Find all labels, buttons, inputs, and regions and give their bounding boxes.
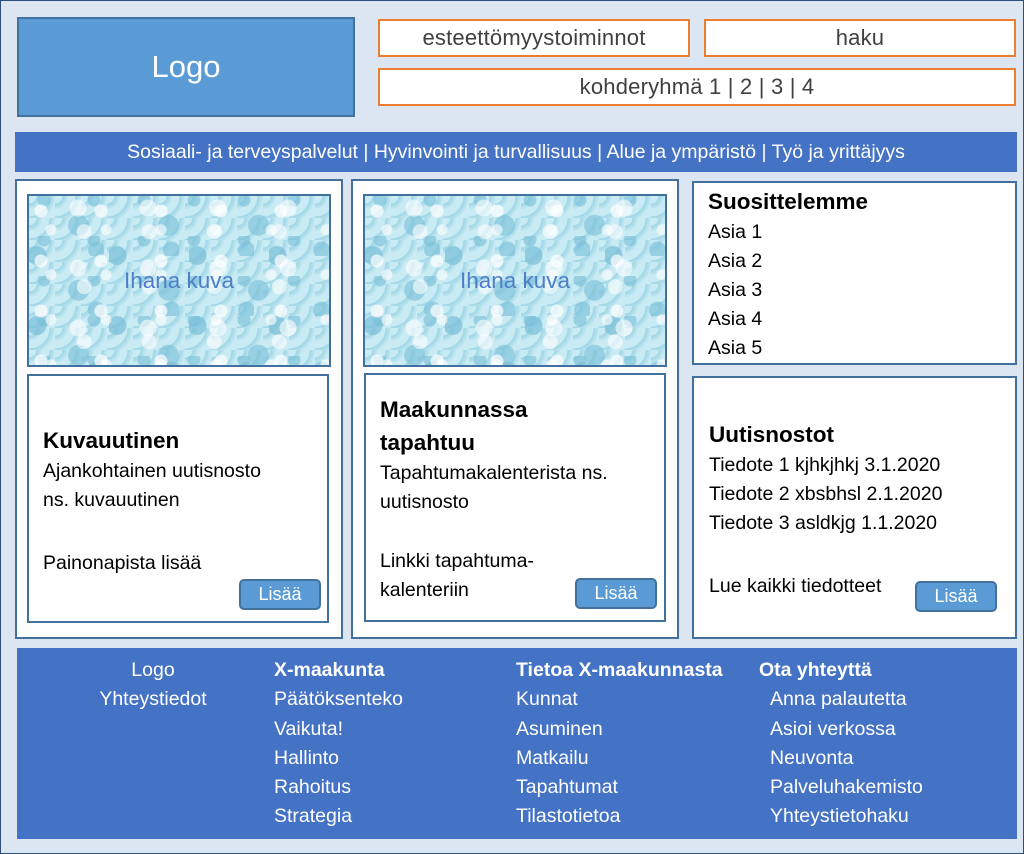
footer-link[interactable]: Strategia (274, 805, 353, 828)
footer-link[interactable]: Hallinto (274, 746, 340, 769)
card-body-line: uutisnosto (380, 491, 469, 513)
recommend-item[interactable]: Asia 2 (708, 250, 763, 272)
footer-heading: X-maakunta (274, 659, 385, 681)
image-placeholder (363, 194, 667, 367)
footer-link[interactable]: Kunnat (516, 688, 578, 711)
main-navigation[interactable]: Sosiaali- ja terveyspalvelut | Hyvinvointi ja turvallisuus | Alue ja ympäristö | Työ ja yrittäjyys (15, 132, 1017, 172)
footer-heading: Ota yhteyttä (759, 659, 872, 681)
read-all-text: Lue kaikki tiedotteet (709, 575, 882, 597)
news-item[interactable]: Tiedote 1 kjhkjhkj 3.1.2020 (709, 454, 941, 476)
footer-col-info (516, 656, 723, 832)
card-link-text[interactable]: kalenteriin (380, 579, 469, 601)
footer-link[interactable]: Tilastotietoa (516, 805, 621, 828)
more-button[interactable]: Lisää (575, 578, 657, 609)
recommend-box (692, 181, 1017, 365)
logo[interactable]: Logo (17, 17, 355, 117)
footer-link[interactable]: Matkailu (516, 746, 589, 769)
more-button[interactable]: Lisää (239, 579, 321, 610)
footer-link[interactable]: Tapahtumat (516, 776, 618, 799)
more-button[interactable]: Lisää (915, 581, 997, 612)
footer-link[interactable]: Vaikuta! (274, 717, 344, 740)
card-title: tapahtuu (380, 430, 475, 455)
footer-col-contact (759, 656, 923, 832)
footer-heading: Tietoa X-maakunnasta (516, 659, 723, 681)
footer-link[interactable]: Asioi verkossa (770, 717, 896, 740)
search-button[interactable]: haku (704, 19, 1016, 57)
accessibility-button[interactable]: esteettömyystoiminnot (378, 19, 690, 57)
image-placeholder (27, 194, 331, 367)
footer-link[interactable]: Rahoitus (274, 776, 351, 799)
footer-link[interactable]: Yhteystietohaku (770, 805, 909, 828)
recommend-title: Suosittelemme (708, 189, 869, 214)
footer-link[interactable]: Anna palautetta (770, 688, 907, 711)
card-title: Kuvauutinen (43, 428, 180, 453)
footer-link[interactable]: Neuvonta (770, 746, 854, 769)
news-item[interactable]: Tiedote 3 asldkjg 1.1.2020 (709, 512, 938, 534)
card-body-line: ns. kuvauutinen (43, 489, 180, 511)
image-label: Ihana kuva (459, 267, 571, 293)
card-link-text[interactable]: Linkki tapahtuma- (380, 550, 534, 572)
footer-link[interactable]: Palveluhakemisto (770, 776, 923, 799)
image-label: Ihana kuva (123, 267, 235, 293)
footer (17, 648, 1017, 839)
recommend-item[interactable]: Asia 1 (708, 221, 763, 243)
card-body-line: Ajankohtainen uutisnosto (43, 460, 261, 482)
recommend-item[interactable]: Asia 4 (708, 308, 763, 330)
recommend-item[interactable]: Asia 3 (708, 279, 763, 301)
card-title: Maakunnassa (380, 397, 528, 422)
recommend-item[interactable]: Asia 5 (708, 337, 763, 359)
card-body-line: Tapahtumakalenterista ns. (380, 462, 608, 484)
footer-link[interactable]: Asuminen (516, 717, 603, 740)
footer-logo[interactable]: Logo (131, 659, 175, 681)
news-item[interactable]: Tiedote 2 xbsbhsl 2.1.2020 (709, 483, 943, 505)
news-title: Uutisnostot (709, 422, 834, 447)
footer-col-region (274, 656, 403, 832)
target-group-selector[interactable]: kohderyhmä 1 | 2 | 3 | 4 (378, 68, 1016, 106)
footer-link[interactable]: Päätöksenteko (274, 688, 404, 711)
card-link-text: Painonapista lisää (43, 552, 202, 574)
footer-col-logo (73, 656, 233, 715)
footer-contact-link[interactable]: Yhteystiedot (99, 688, 207, 711)
